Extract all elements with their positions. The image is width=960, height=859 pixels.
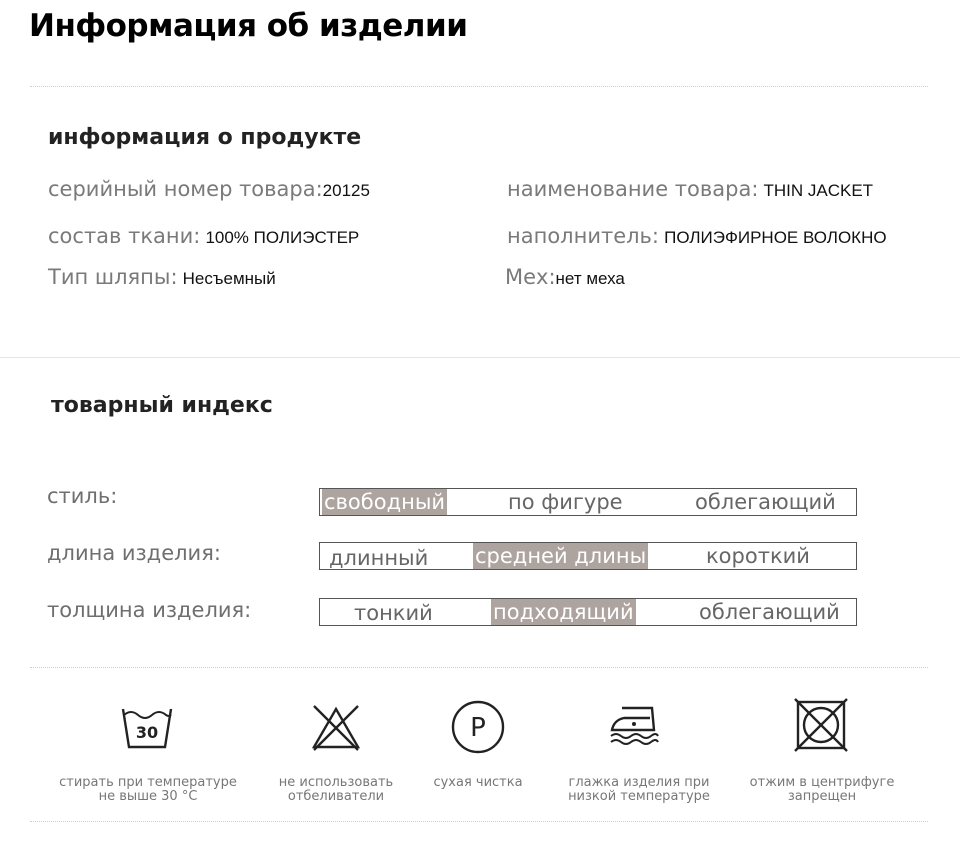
wash-30-icon xyxy=(120,705,174,751)
scale-thickness xyxy=(319,598,857,626)
scale-option: короткий xyxy=(706,544,810,568)
info-label: наполнитель: xyxy=(507,224,660,248)
care-caption-spin xyxy=(744,776,900,804)
info-row-filler xyxy=(507,224,887,248)
info-label: Тип шляпы: xyxy=(48,265,178,289)
info-value: 20125 xyxy=(322,181,370,200)
care-caption-line: запрещен xyxy=(787,789,857,804)
care-caption-iron xyxy=(560,776,718,804)
scale-label-thickness: толщина изделия: xyxy=(47,598,252,622)
no-bleach-icon xyxy=(308,703,364,753)
scale-label-style: стиль: xyxy=(47,484,118,508)
scale-option: длинный xyxy=(329,546,429,570)
scale-option-selected: свободный xyxy=(324,490,446,514)
scale-option-selected: подходящий xyxy=(493,600,634,624)
wash-temp-text: 30 xyxy=(135,723,159,742)
divider xyxy=(30,821,928,822)
scale-option: по фигуре xyxy=(508,490,623,514)
care-caption-line: не использовать xyxy=(278,775,394,790)
dry-clean-p-icon xyxy=(450,699,506,755)
info-label: Мех: xyxy=(505,265,556,289)
info-row-fur xyxy=(505,265,625,289)
info-value: THIN JACKET xyxy=(763,181,874,200)
info-label: состав ткани: xyxy=(48,224,201,248)
iron-low-icon xyxy=(608,700,660,746)
scale-option: облегающий xyxy=(699,600,840,624)
info-row-serial xyxy=(48,177,370,201)
product-info-heading: информация о продукте xyxy=(48,125,362,150)
no-tumble-dry-icon xyxy=(793,697,849,753)
divider xyxy=(30,86,928,87)
scale-option: облегающий xyxy=(695,490,836,514)
care-caption-wash xyxy=(58,776,238,804)
scale-label-length: длина изделия: xyxy=(47,541,221,565)
scale-style xyxy=(319,488,857,516)
info-label: наименование товара: xyxy=(507,177,759,201)
section-divider xyxy=(0,357,960,358)
info-value: ПОЛИЭФИРНОЕ ВОЛОКНО xyxy=(664,228,887,247)
care-caption-line: стирать при температуре xyxy=(59,775,237,790)
info-row-fabric xyxy=(48,224,359,248)
care-caption-line: низкой температуре xyxy=(568,789,710,804)
care-caption-line: сухая чистка xyxy=(433,775,523,790)
info-row-hood xyxy=(48,265,276,289)
scale-option-selected: средней длины xyxy=(475,544,647,568)
care-caption-line: отжим в центрифуге xyxy=(749,775,895,790)
info-row-name xyxy=(507,177,873,201)
info-value: нет меха xyxy=(555,269,625,288)
care-caption-dryclean xyxy=(418,776,538,790)
dry-clean-letter: P xyxy=(470,713,486,743)
care-caption-line: отбеливатели xyxy=(287,789,385,804)
divider xyxy=(30,667,928,668)
info-value: 100% ПОЛИЭСТЕР xyxy=(205,228,360,247)
info-value: Несъемный xyxy=(182,269,276,288)
product-index-heading: товарный индекс xyxy=(51,393,273,418)
info-label: серийный номер товара: xyxy=(48,177,323,201)
care-caption-line: глажка изделия при xyxy=(568,775,710,790)
scale-option: тонкий xyxy=(354,601,433,625)
scale-length xyxy=(319,542,857,570)
care-caption-line: не выше 30 °C xyxy=(98,789,198,804)
page-title: Информация об изделии xyxy=(29,8,468,44)
care-caption-bleach xyxy=(266,776,406,804)
